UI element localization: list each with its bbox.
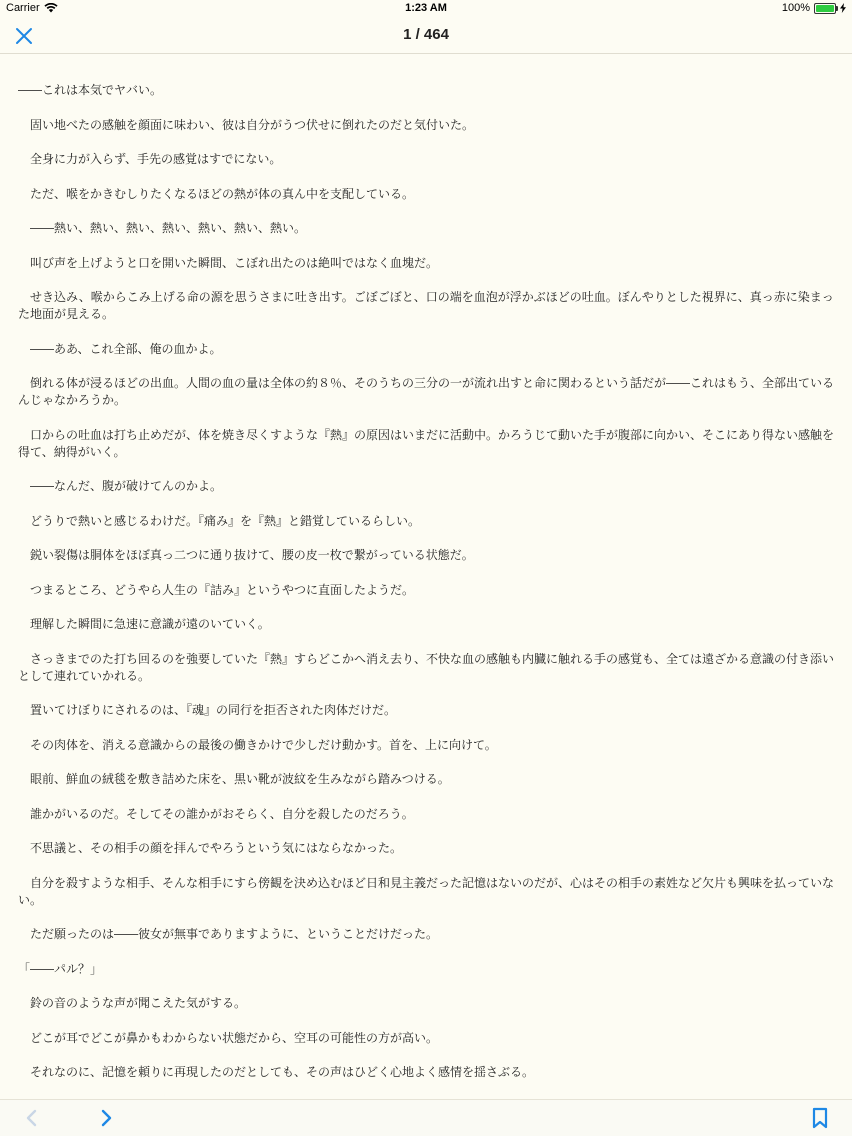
paragraph: 固い地べたの感触を顔面に味わい、彼は自分がうつ伏せに倒れたのだと気付いた。 [18, 117, 475, 132]
battery-icon [814, 3, 836, 14]
paragraph: 眼前、鮮血の絨毯を敷き詰めた床を、黒い靴が波紋を生みながら踏みつける。 [18, 772, 450, 786]
battery-percent: 100% [781, 2, 810, 14]
paragraph: 口からの吐血は打ち止めだが、体を焼き尽くすような『熱』の原因はいまだに活動中。かろうじて動いた手が腹部に向かい、そこにあり得ない感触を得て、納得がいく。 [18, 427, 835, 459]
paragraph: それなのに、記憶を頼りに再現したのだとしても、その声はひどく心地よく感情を揺さぶる。 [18, 1065, 535, 1079]
paragraph: ただ、喉をかきむしりたくなるほどの熱が体の真ん中を支配している。 [18, 186, 415, 201]
paragraph: 全身に力が入らず、手先の感覚はすでにない。 [18, 152, 282, 166]
paragraph: 理解した瞬間に急速に意識が遠のいていく。 [18, 617, 270, 631]
paragraph: せき込み、喉からこみ上げる命の源を思うさまに吐き出す。ごぼごぼと、口の端を血泡が浮かぶほどの吐血。ぼんやりとした視界に、真っ赤に染まった地面が見える。 [18, 290, 834, 321]
paragraph: 鋭い裂傷は胴体をほぼ真っ二つに通り抜けて、腰の皮一枚で繋がっている状態だ。 [18, 548, 474, 562]
paragraph: 誰かがいるのだ。そしてその誰かがおそらく、自分を殺したのだろう。 [18, 806, 414, 821]
paragraph: ――ああ、これ全部、俺の血かよ。 [18, 341, 222, 356]
paragraph: 叫び声を上げようと口を開いた瞬間、こぼれ出たのは絶叫ではなく血塊だ。 [18, 255, 439, 270]
paragraph: その肉体を、消える意識からの最後の働きかけで少しだけ動かす。首を、上に向けて。 [18, 737, 497, 752]
paragraph: 倒れる体が浸るほどの出血。人間の血の量は全体の約８％、そのうちの三分の一が流れ出すと命に関わるという話だが――これはもう、全部出ているんじゃなかろうか。 [18, 376, 835, 407]
paragraph: ――これは本気でヤバい。 [18, 83, 163, 97]
chevron-right-icon [94, 1106, 118, 1130]
paragraph: 置いてけぼりにされるのは、『魂』の同行を拒否された肉体だけだ。 [18, 703, 397, 717]
bottom-toolbar [0, 1099, 852, 1136]
reader-content[interactable] [18, 82, 838, 1092]
bookmark-button[interactable] [808, 1106, 832, 1130]
previous-page-button[interactable] [20, 1106, 44, 1130]
next-page-button[interactable] [94, 1106, 118, 1130]
status-bar [0, 0, 852, 18]
paragraph: 自分を殺すような相手、そんな相手にすら傍観を決め込むほど日和見主義だった記憶はないのだが、心はその相手の素姓など欠片も興味を払っていない。 [18, 875, 835, 907]
paragraph: つまるところ、どうやら人生の『詰み』というやつに直面したようだ。 [18, 582, 415, 597]
paragraph: 鈴の音のような声が聞こえた気がする。 [18, 996, 247, 1010]
page-counter: 1 / 464 [403, 26, 449, 43]
carrier-label: Carrier [6, 2, 40, 14]
paragraph: ――なんだ、腹が破けてんのかよ。 [18, 479, 223, 493]
paragraph: 「――パル？」 [18, 961, 103, 976]
paragraph: どうりで熱いと感じるわけだ。『痛み』を『熱』と錯覚しているらしい。 [18, 513, 421, 528]
paragraph: どこが耳でどこが鼻かもわからない状態だから、空耳の可能性の方が高い。 [18, 1030, 439, 1045]
navigation-bar [0, 18, 852, 54]
status-right [782, 2, 846, 14]
bookmark-icon [808, 1106, 832, 1130]
status-time: 1:23 AM [405, 2, 447, 14]
paragraph: ――熱い、熱い、熱い、熱い、熱い、熱い、熱い。 [18, 221, 307, 235]
paragraph: さっきまでのた打ち回るのを強要していた『熱』すらどこかへ消え去り、不快な血の感触も内臓に触れる手の感覚も、全ては遠ざかる意識の付き添いとして連れていかれる。 [18, 651, 835, 683]
battery-fill [816, 5, 834, 12]
paragraph: ただ願ったのは――彼女が無事でありますように、ということだけだった。 [18, 927, 439, 941]
chevron-left-icon [20, 1106, 44, 1130]
paragraph: 不思議と、その相手の顔を拝んでやろうという気にはならなかった。 [18, 841, 403, 855]
charging-icon [840, 3, 846, 13]
